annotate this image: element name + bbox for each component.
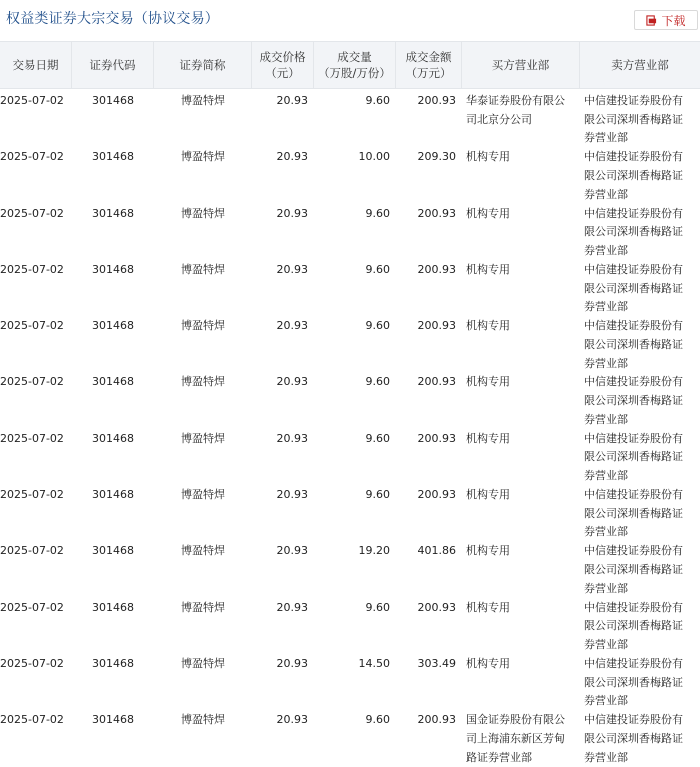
table-row xyxy=(0,483,700,539)
cell-seller: 中信建投证券股份有限公司深圳香梅路证券营业部 xyxy=(584,656,683,708)
cell-amount: 200.93 xyxy=(417,600,456,614)
cell-date: 2025-07-02 xyxy=(0,600,64,614)
cell-amount: 200.93 xyxy=(417,375,456,389)
cell-seller: 中信建投证券股份有限公司深圳香梅路证券营业部 xyxy=(584,94,683,145)
cell-code: 301468 xyxy=(92,150,134,164)
cell-price: 20.93 xyxy=(276,94,308,107)
cell-amount: 200.93 xyxy=(417,206,456,220)
column-header-buyer[interactable]: 买方营业部 xyxy=(462,42,580,88)
cell-date: 2025-07-02 xyxy=(0,431,64,445)
cell-buyer: 机构专用 xyxy=(466,375,510,389)
cell-name: 博盈特焊 xyxy=(181,600,225,614)
cell-code: 301468 xyxy=(92,544,134,558)
cell-volume: 9.60 xyxy=(365,375,390,389)
column-header-amount[interactable]: 成交金额 （万元） xyxy=(396,42,462,88)
cell-seller: 中信建投证券股份有限公司深圳香梅路证券营业部 xyxy=(584,488,683,539)
cell-buyer: 机构专用 xyxy=(466,319,510,333)
cell-price: 20.93 xyxy=(276,713,308,727)
table-row xyxy=(0,314,700,370)
page-title: 权益类证券大宗交易（协议交易） xyxy=(6,11,219,27)
cell-code: 301468 xyxy=(92,262,134,276)
table-row xyxy=(0,708,700,764)
cell-name: 博盈特焊 xyxy=(181,544,225,558)
column-header-seller[interactable]: 卖方营业部 xyxy=(611,58,669,72)
table-row xyxy=(0,370,700,426)
cell-date: 2025-07-02 xyxy=(0,488,64,502)
cell-price: 20.93 xyxy=(276,262,308,276)
table-row xyxy=(0,596,700,652)
cell-date: 2025-07-02 xyxy=(0,94,64,107)
cell-amount: 200.93 xyxy=(417,319,456,333)
cell-name: 博盈特焊 xyxy=(181,431,225,445)
table-row xyxy=(0,202,700,258)
cell-price: 20.93 xyxy=(276,150,308,164)
column-header-name[interactable]: 证券简称 xyxy=(154,42,252,88)
cell-name: 博盈特焊 xyxy=(181,375,225,389)
cell-date: 2025-07-02 xyxy=(0,206,64,220)
cell-amount: 200.93 xyxy=(417,262,456,276)
cell-code: 301468 xyxy=(92,488,134,502)
cell-price: 20.93 xyxy=(276,375,308,389)
cell-buyer: 机构专用 xyxy=(466,544,510,558)
cell-price: 20.93 xyxy=(276,656,308,670)
cell-seller: 中信建投证券股份有限公司深圳香梅路证券营业部 xyxy=(584,206,683,257)
cell-amount: 200.93 xyxy=(417,94,456,107)
cell-price: 20.93 xyxy=(276,488,308,502)
column-header-code[interactable]: 证券代码 xyxy=(72,42,154,88)
cell-date: 2025-07-02 xyxy=(0,319,64,333)
cell-buyer: 华泰证券股份有限公司北京分公司 xyxy=(466,94,565,126)
cell-code: 301468 xyxy=(92,375,134,389)
column-header-date[interactable]: 交易日期 xyxy=(0,42,72,88)
cell-date: 2025-07-02 xyxy=(0,262,64,276)
cell-date: 2025-07-02 xyxy=(0,656,64,670)
cell-amount: 209.30 xyxy=(417,150,456,164)
cell-date: 2025-07-02 xyxy=(0,544,64,558)
cell-amount: 200.93 xyxy=(417,713,456,727)
column-header-volume[interactable]: 成交量 （万股/万份） xyxy=(314,42,396,88)
cell-volume: 9.60 xyxy=(365,319,390,333)
cell-code: 301468 xyxy=(92,600,134,614)
cell-volume: 9.60 xyxy=(365,206,390,220)
cell-seller: 中信建投证券股份有限公司深圳香梅路证券营业部 xyxy=(584,431,683,483)
cell-seller: 中信建投证券股份有限公司深圳香梅路证券营业部 xyxy=(584,262,683,314)
cell-volume: 9.60 xyxy=(365,431,390,445)
cell-date: 2025-07-02 xyxy=(0,150,64,164)
table-body xyxy=(0,89,700,765)
table-row xyxy=(0,258,700,314)
cell-seller: 中信建投证券股份有限公司深圳香梅路证券营业部 xyxy=(584,544,683,595)
cell-seller: 中信建投证券股份有限公司深圳香梅路证券营业部 xyxy=(584,150,683,201)
cell-name: 博盈特焊 xyxy=(181,94,225,107)
cell-name: 博盈特焊 xyxy=(181,150,225,164)
cell-volume: 19.20 xyxy=(358,544,390,558)
cell-seller: 中信建投证券股份有限公司深圳香梅路证券营业部 xyxy=(584,375,683,426)
cell-amount: 401.86 xyxy=(417,544,456,558)
download-label: 下载 xyxy=(661,13,686,28)
cell-code: 301468 xyxy=(92,656,134,670)
cell-name: 博盈特焊 xyxy=(181,319,225,333)
cell-code: 301468 xyxy=(92,713,134,727)
cell-date: 2025-07-02 xyxy=(0,713,64,727)
cell-price: 20.93 xyxy=(276,319,308,333)
cell-seller: 中信建投证券股份有限公司深圳香梅路证券营业部 xyxy=(584,713,683,764)
cell-seller: 中信建投证券股份有限公司深圳香梅路证券营业部 xyxy=(584,600,683,652)
cell-buyer: 机构专用 xyxy=(466,262,510,276)
table-row xyxy=(0,427,700,483)
cell-buyer: 机构专用 xyxy=(466,488,510,502)
cell-volume: 9.60 xyxy=(365,488,390,502)
cell-volume: 10.00 xyxy=(358,150,390,164)
download-button[interactable] xyxy=(634,10,698,30)
cell-volume: 9.60 xyxy=(365,262,390,276)
cell-volume: 9.60 xyxy=(365,713,390,727)
cell-price: 20.93 xyxy=(276,206,308,220)
cell-price: 20.93 xyxy=(276,544,308,558)
cell-amount: 200.93 xyxy=(417,431,456,445)
cell-buyer: 机构专用 xyxy=(466,656,510,670)
table-row xyxy=(0,145,700,201)
cell-buyer: 国金证券股份有限公司上海浦东新区芳甸路证券营业部 xyxy=(466,713,565,764)
cell-volume: 14.50 xyxy=(358,656,390,670)
cell-code: 301468 xyxy=(92,431,134,445)
table-row xyxy=(0,539,700,595)
cell-buyer: 机构专用 xyxy=(466,206,510,220)
cell-buyer: 机构专用 xyxy=(466,150,510,164)
cell-code: 301468 xyxy=(92,206,134,220)
cell-amount: 200.93 xyxy=(417,488,456,502)
cell-price: 20.93 xyxy=(276,431,308,445)
cell-volume: 9.60 xyxy=(365,600,390,614)
cell-buyer: 机构专用 xyxy=(466,431,510,445)
cell-amount: 303.49 xyxy=(417,656,456,670)
cell-name: 博盈特焊 xyxy=(181,206,225,220)
cell-seller: 中信建投证券股份有限公司深圳香梅路证券营业部 xyxy=(584,319,683,370)
cell-name: 博盈特焊 xyxy=(181,488,225,502)
cell-name: 博盈特焊 xyxy=(181,713,225,727)
column-header-price[interactable]: 成交价格 （元） xyxy=(252,42,314,88)
cell-name: 博盈特焊 xyxy=(181,262,225,276)
table-header xyxy=(0,41,700,89)
table-row xyxy=(0,89,700,145)
cell-volume: 9.60 xyxy=(365,94,390,107)
cell-name: 博盈特焊 xyxy=(181,656,225,670)
cell-date: 2025-07-02 xyxy=(0,375,64,389)
cell-price: 20.93 xyxy=(276,600,308,614)
cell-buyer: 机构专用 xyxy=(466,600,510,614)
download-file-icon xyxy=(646,15,657,26)
cell-code: 301468 xyxy=(92,319,134,333)
cell-code: 301468 xyxy=(92,94,134,107)
table-row xyxy=(0,652,700,708)
